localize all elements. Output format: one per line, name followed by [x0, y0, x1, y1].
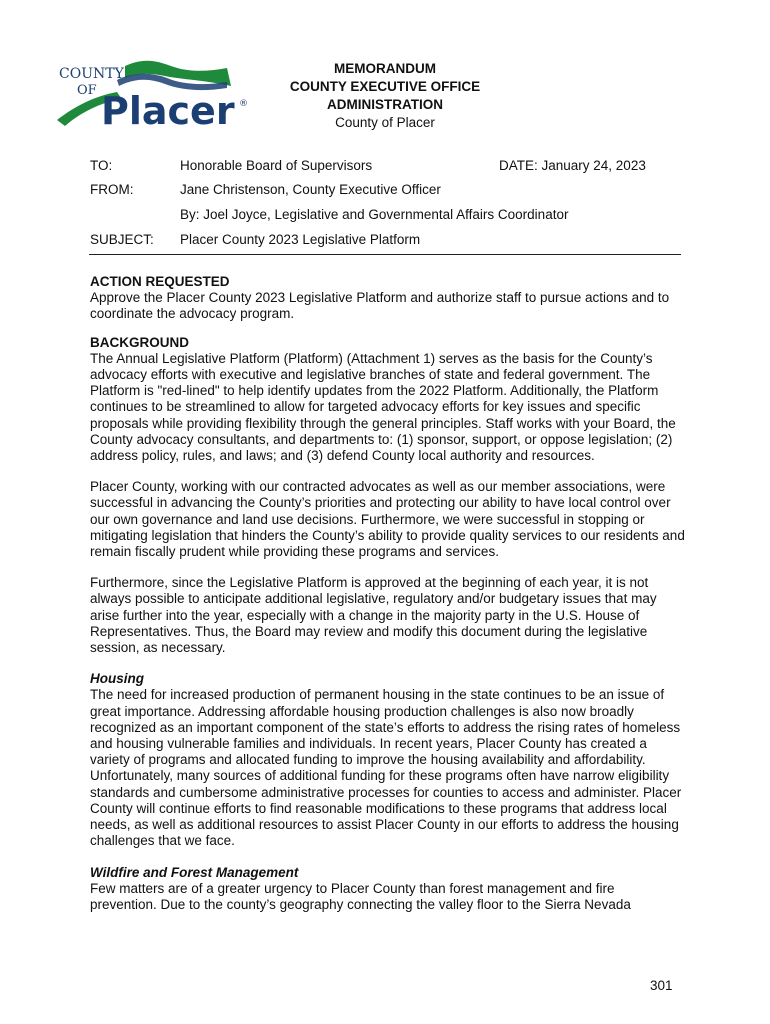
memo-body	[90, 274, 685, 913]
background-paragraph-2: Placer County, working with our contracted advocates as well as our member associations, were successful in advancing the County’s priorities and protecting our ability to have local control over our own governance and land use decisions. Furthermore, we were successful in stopping or mitigating legislation that hinders the County’s ability to provide quality services to our residents and remain fiscally prudent while providing these programs and services.	[90, 479, 685, 560]
page-number: 301	[650, 978, 673, 993]
logo-placer-text: Placer	[101, 89, 235, 133]
memo-header-line3: ADMINISTRATION	[327, 97, 443, 112]
to-label: TO:	[90, 158, 113, 173]
housing-paragraph: The need for increased production of permanent housing in the state continues to be an issue of great importance. Addressing affordable housing production challenges is also now broadly recognized as an important component of the state’s efforts to address the rising rates of homeless and housing vulnerable families and individuals. In recent years, Placer County has created a variety of programs and allocated funding to improve the housing availability and affordability. Unfortunately, many sources of additional funding for these programs often have narrow eligibility standards and cumbersome administrative processes for counties to access and administer. Placer County will continue efforts to find reasonable modifications to these programs that address local needs, as well as additional resources to assist Placer County in our efforts to address the housing challenges that we face.	[90, 687, 682, 849]
by-value: By: Joel Joyce, Legislative and Governmental Affairs Coordinator	[180, 207, 569, 222]
from-value: Jane Christenson, County Executive Officer	[180, 182, 441, 197]
action-requested-heading: ACTION REQUESTED	[90, 274, 230, 289]
memo-date: DATE: January 24, 2023	[499, 158, 646, 173]
subject-value: Placer County 2023 Legislative Platform	[180, 232, 421, 247]
wildfire-heading: Wildfire and Forest Management	[90, 864, 299, 880]
subject-label: SUBJECT:	[90, 232, 154, 247]
background-heading: BACKGROUND	[90, 334, 189, 350]
county-logo	[55, 58, 250, 140]
header-divider	[89, 254, 681, 255]
to-value: Honorable Board of Supervisors	[180, 158, 373, 173]
housing-heading: Housing	[90, 671, 144, 687]
logo-of-text: OF	[77, 83, 97, 98]
logo-county-text: COUNTY	[59, 66, 124, 82]
background-paragraph-3: Furthermore, since the Legislative Platform is approved at the beginning of each year, it is not always possible to anticipate additional legislative, regulatory and/or budgetary issues that may arise further into the year, especially with a change in the majority party in the U.S. House of Representatives. Thus, the Board may review and modify this document during the legislative session, as necessary.	[90, 575, 657, 656]
wildfire-paragraph: Few matters are of a greater urgency to Placer County than forest management and fire prevention. Due to the county’s geography connecting the valley floor to the Sierra Nevada	[90, 880, 631, 912]
memo-header-line4: County of Placer	[335, 115, 435, 130]
logo-reg-mark: ®	[239, 99, 248, 109]
action-requested-text: Approve the Placer County 2023 Legislative Platform and authorize staff to pursue actions and to coordinate the advocacy program.	[90, 290, 670, 322]
memo-header-line1: MEMORANDUM	[334, 61, 436, 76]
memo-header-line2: COUNTY EXECUTIVE OFFICE	[289, 79, 481, 94]
from-label: FROM:	[90, 182, 134, 197]
background-paragraph-1: The Annual Legislative Platform (Platform) (Attachment 1) serves as the basis for the County’s advocacy efforts with executive and legislative branches of state and federal government. The Platform is "red-lined" to help identify updates from the 2022 Platform. Additionally, the Platform continues to be streamlined to allow for targeted advocacy efforts for key issues and specific proposals while providing flexibility through the general principles. Staff works with your Board, the County advocacy consultants, and departments to: (1) sponsor, support, or oppose legislation; (2) address policy, rules, and laws; and (3) defend County local authority and resources.	[90, 350, 676, 464]
